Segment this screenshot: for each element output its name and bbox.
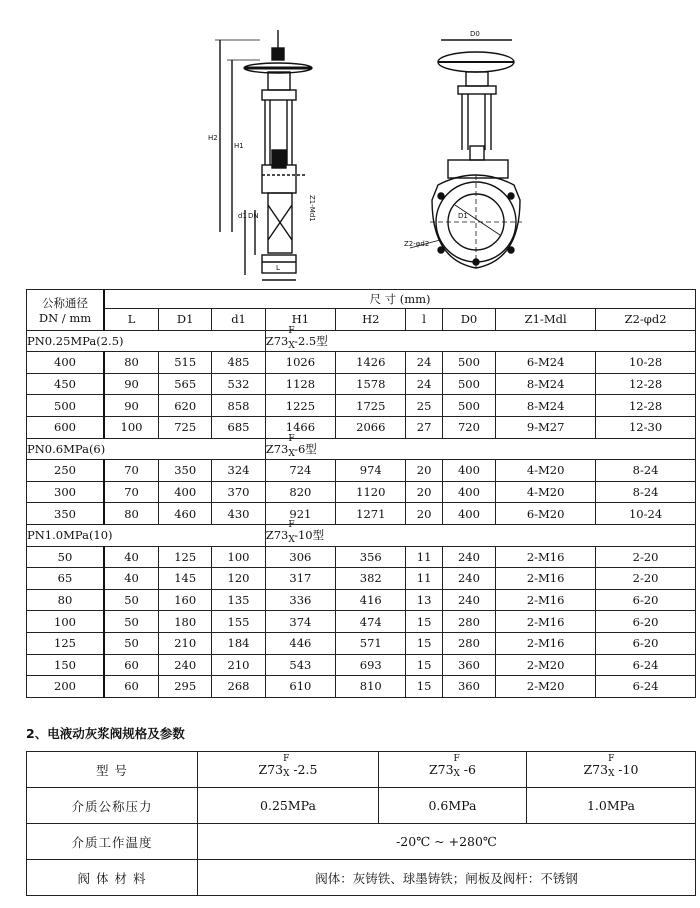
param-row [27, 752, 696, 788]
model-sup: F [608, 754, 615, 764]
table-cell: 300 [27, 481, 105, 503]
table-cell: 240 [159, 654, 212, 676]
table-cell: 6-20 [596, 611, 696, 633]
pressure-label: PN0.25MPa(2.5) [27, 330, 266, 352]
table-cell: 20 [406, 481, 442, 503]
table-cell: 1426 [336, 352, 406, 374]
table-cell: 2-M16 [496, 568, 596, 590]
table-cell: 382 [336, 568, 406, 590]
table-cell: 724 [265, 460, 335, 482]
table-cell: 250 [27, 460, 105, 482]
table-cell: 610 [265, 676, 335, 698]
column-header: L [104, 309, 159, 331]
table-cell: 268 [212, 676, 265, 698]
table-cell: 565 [159, 373, 212, 395]
table-cell: 8-M24 [496, 373, 596, 395]
table-cell: 150 [27, 654, 105, 676]
table-cell: 240 [442, 589, 495, 611]
table-cell: 858 [212, 395, 265, 417]
table-cell: 6-M20 [496, 503, 596, 525]
table-row [27, 395, 696, 417]
param-model [198, 752, 379, 788]
model-sub: X [288, 448, 295, 459]
model-marks [608, 754, 615, 779]
table-cell: 446 [265, 632, 335, 654]
table-cell: 40 [104, 546, 159, 568]
model-marks [453, 754, 460, 779]
valve-drawing [0, 0, 700, 285]
table-cell: 720 [442, 416, 495, 438]
table-cell: 1128 [265, 373, 335, 395]
column-header: Z1-Mdl [496, 309, 596, 331]
table-cell: 160 [159, 589, 212, 611]
table-row [27, 481, 696, 503]
table-cell: 125 [159, 546, 212, 568]
table-cell: 6-24 [596, 676, 696, 698]
param-label: 介质工作温度 [27, 824, 198, 860]
model-sub: X [453, 769, 460, 779]
table-cell: 125 [27, 632, 105, 654]
table-cell: 10-28 [596, 352, 696, 374]
table-cell: 532 [212, 373, 265, 395]
column-header: D1 [159, 309, 212, 331]
table-cell: 15 [406, 632, 442, 654]
table-cell: 65 [27, 568, 105, 590]
table-cell: 120 [212, 568, 265, 590]
table-cell: 2-M16 [496, 546, 596, 568]
label-h1: H1 [234, 142, 244, 150]
table-cell: 6-20 [596, 589, 696, 611]
table-cell: 374 [265, 611, 335, 633]
table-cell: 1120 [336, 481, 406, 503]
size-header: 尺 寸 (mm) [104, 290, 696, 309]
table-cell: 70 [104, 481, 159, 503]
table-row [27, 460, 696, 482]
param-label: 介质公称压力 [27, 788, 198, 824]
model-marks [288, 433, 295, 459]
table-cell: 450 [27, 373, 105, 395]
table-row [27, 503, 696, 525]
table-cell: 50 [104, 611, 159, 633]
table-cell: 350 [27, 503, 105, 525]
table-cell: 324 [212, 460, 265, 482]
table-cell: 295 [159, 676, 212, 698]
table-cell: 500 [442, 352, 495, 374]
table-cell: 145 [159, 568, 212, 590]
table-cell: 50 [104, 589, 159, 611]
param-row [27, 860, 696, 896]
label-z1: Z1-Md1 [308, 195, 316, 222]
table-cell: 1271 [336, 503, 406, 525]
model-sup: F [288, 433, 295, 444]
column-header: H1 [265, 309, 335, 331]
column-header: D0 [442, 309, 495, 331]
label-z2: Z2-φd2 [404, 240, 430, 248]
table-row [27, 373, 696, 395]
table-cell: 20 [406, 460, 442, 482]
table-cell: 11 [406, 546, 442, 568]
table-cell: 280 [442, 632, 495, 654]
table-row [27, 416, 696, 438]
table-cell: 240 [442, 568, 495, 590]
table-cell: 2-M16 [496, 611, 596, 633]
table-cell: 485 [212, 352, 265, 374]
table-cell: 474 [336, 611, 406, 633]
table-cell: 100 [212, 546, 265, 568]
table-cell: 280 [442, 611, 495, 633]
model-marks [288, 520, 295, 546]
table-cell: 24 [406, 373, 442, 395]
table-cell: 416 [336, 589, 406, 611]
table-cell: 921 [265, 503, 335, 525]
label-dn: DN [248, 212, 259, 220]
front-view [410, 40, 522, 270]
col-dn-header: 公称通径 DN / mm [27, 290, 105, 331]
column-header-row [27, 309, 696, 331]
table-cell: 350 [159, 460, 212, 482]
table-cell: 1225 [265, 395, 335, 417]
table-cell: 400 [159, 481, 212, 503]
model-sup: F [283, 754, 290, 764]
table-cell: 2-M20 [496, 654, 596, 676]
table-cell: 1466 [265, 416, 335, 438]
param-model [378, 752, 526, 788]
model-label [265, 520, 695, 546]
table-cell: 60 [104, 676, 159, 698]
table-cell: 500 [442, 373, 495, 395]
table-cell: 80 [104, 503, 159, 525]
table-cell: 430 [212, 503, 265, 525]
param-value: 1.0MPa [526, 788, 695, 824]
table-cell: 100 [27, 611, 105, 633]
table-cell: 820 [265, 481, 335, 503]
param-row [27, 824, 696, 860]
model-name: Z73 F X -10 [583, 754, 639, 779]
table-cell: 12-28 [596, 395, 696, 417]
label-d1-front: D1 [458, 212, 468, 220]
table-cell: 400 [442, 460, 495, 482]
table-cell: 2-20 [596, 568, 696, 590]
label-h2: H2 [208, 134, 218, 142]
table-cell: 210 [212, 654, 265, 676]
table-cell: 200 [27, 676, 105, 698]
param-model [526, 752, 695, 788]
group-row [27, 524, 696, 546]
header-row [27, 290, 696, 309]
table-cell: 180 [159, 611, 212, 633]
table-row [27, 654, 696, 676]
param-value: 0.6MPa [378, 788, 526, 824]
table-cell: 360 [442, 654, 495, 676]
model-name: Z73 F X -2.5型 [265, 325, 328, 351]
param-value: -20℃ ~ +280℃ [198, 824, 696, 860]
table-cell: 685 [212, 416, 265, 438]
table-cell: 135 [212, 589, 265, 611]
model-sup: F [288, 325, 295, 336]
table-row [27, 611, 696, 633]
table-cell: 210 [159, 632, 212, 654]
param-row [27, 788, 696, 824]
table-cell: 8-24 [596, 460, 696, 482]
table-cell: 460 [159, 503, 212, 525]
table-cell: 90 [104, 395, 159, 417]
table-cell: 15 [406, 654, 442, 676]
model-sup: F [288, 520, 295, 531]
column-header: d1 [212, 309, 265, 331]
model-sup: F [453, 754, 460, 764]
table-cell: 725 [159, 416, 212, 438]
table-cell: 12-28 [596, 373, 696, 395]
table-cell: 4-M20 [496, 460, 596, 482]
table-cell: 184 [212, 632, 265, 654]
table-row [27, 632, 696, 654]
label-l: L [276, 264, 280, 272]
pressure-label: PN0.6MPa(6) [27, 438, 266, 460]
table-cell: 400 [27, 352, 105, 374]
table-cell: 400 [442, 481, 495, 503]
table-cell: 2-M16 [496, 589, 596, 611]
table-cell: 15 [406, 611, 442, 633]
table-cell: 27 [406, 416, 442, 438]
table-cell: 1026 [265, 352, 335, 374]
model-name: Z73 F X -6 [428, 754, 476, 779]
group-row [27, 438, 696, 460]
table-cell: 356 [336, 546, 406, 568]
side-view [215, 30, 312, 280]
table-cell: 400 [442, 503, 495, 525]
parameter-table [26, 751, 696, 896]
table-cell: 6-M24 [496, 352, 596, 374]
table-cell: 1578 [336, 373, 406, 395]
model-marks [283, 754, 290, 779]
table-cell: 515 [159, 352, 212, 374]
table-cell: 370 [212, 481, 265, 503]
table-row [27, 546, 696, 568]
table-row [27, 568, 696, 590]
table-cell: 2-M20 [496, 676, 596, 698]
table-cell: 50 [104, 632, 159, 654]
table-cell: 360 [442, 676, 495, 698]
model-sub: X [608, 769, 615, 779]
table-cell: 9-M27 [496, 416, 596, 438]
table-cell: 24 [406, 352, 442, 374]
column-header: H2 [336, 309, 406, 331]
table-cell: 80 [104, 352, 159, 374]
param-value: 0.25MPa [198, 788, 379, 824]
table-cell: 693 [336, 654, 406, 676]
column-header: Z2-φd2 [596, 309, 696, 331]
table-cell: 543 [265, 654, 335, 676]
table-cell: 6-24 [596, 654, 696, 676]
table-cell: 571 [336, 632, 406, 654]
model-name: Z73 F X -6型 [265, 433, 317, 459]
table-cell: 620 [159, 395, 212, 417]
table-cell: 10-24 [596, 503, 696, 525]
table-cell: 50 [27, 546, 105, 568]
table-cell: 80 [27, 589, 105, 611]
table-cell: 810 [336, 676, 406, 698]
table-cell: 4-M20 [496, 481, 596, 503]
table-cell: 25 [406, 395, 442, 417]
table-cell: 15 [406, 676, 442, 698]
model-marks [288, 325, 295, 351]
table-cell: 13 [406, 589, 442, 611]
table-cell: 12-30 [596, 416, 696, 438]
table-cell: 70 [104, 460, 159, 482]
table-cell: 1725 [336, 395, 406, 417]
label-d1: d1 [238, 212, 247, 220]
table-cell: 20 [406, 503, 442, 525]
table-cell: 2066 [336, 416, 406, 438]
param-label: 型 号 [27, 752, 198, 788]
table-cell: 600 [27, 416, 105, 438]
table-cell: 2-M16 [496, 632, 596, 654]
table-cell: 500 [27, 395, 105, 417]
table-cell: 317 [265, 568, 335, 590]
label-d0: D0 [470, 30, 480, 38]
model-label [265, 325, 695, 352]
param-value: 阀体：灰铸铁、球墨铸铁；闸板及阀杆：不锈钢 [198, 860, 696, 896]
model-sub: X [288, 340, 295, 351]
section-title: 2、电液动灰浆阀规格及参数 [26, 726, 185, 741]
table-row [27, 352, 696, 374]
param-label: 阀 体 材 料 [27, 860, 198, 896]
table-row [27, 676, 696, 698]
table-cell: 336 [265, 589, 335, 611]
model-sub: X [283, 769, 290, 779]
model-sub: X [288, 535, 295, 546]
table-cell: 2-20 [596, 546, 696, 568]
model-label [265, 433, 695, 460]
table-cell: 100 [104, 416, 159, 438]
table-cell: 240 [442, 546, 495, 568]
table-cell: 155 [212, 611, 265, 633]
table-cell: 6-20 [596, 632, 696, 654]
table-cell: 8-24 [596, 481, 696, 503]
table-cell: 11 [406, 568, 442, 590]
table-cell: 8-M24 [496, 395, 596, 417]
model-name: Z73 F X -2.5 [258, 754, 318, 779]
group-row [27, 330, 696, 352]
table-cell: 306 [265, 546, 335, 568]
table-cell: 40 [104, 568, 159, 590]
column-header: l [406, 309, 442, 331]
dimension-table [26, 289, 696, 698]
table-cell: 90 [104, 373, 159, 395]
model-name: Z73 F X -10型 [265, 520, 325, 546]
table-row [27, 589, 696, 611]
table-cell: 60 [104, 654, 159, 676]
pressure-label: PN1.0MPa(10) [27, 524, 266, 546]
table-cell: 500 [442, 395, 495, 417]
table-cell: 974 [336, 460, 406, 482]
